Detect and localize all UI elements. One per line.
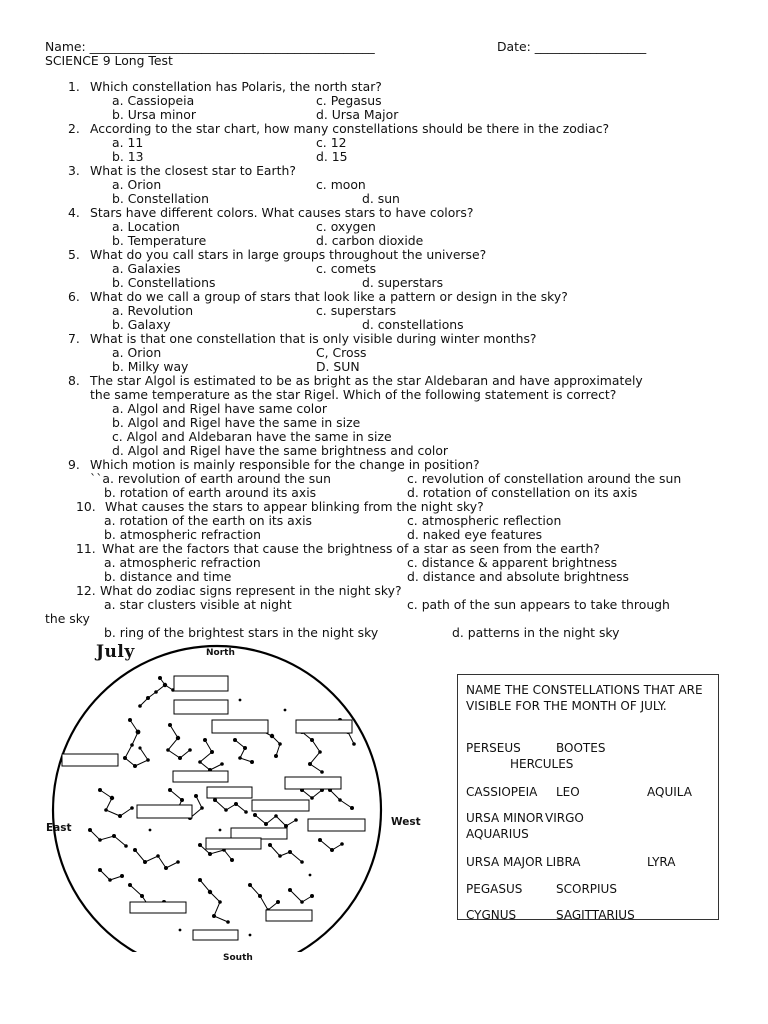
question-7-option-a: a. Orion [112,345,162,360]
question-8-text-continued: the same temperature as the star Rigel. Which of the following statement is correct? [90,387,617,402]
question-12-text: What do zodiac signs represent in the night sky? [100,583,402,598]
constellation-name: LYRA [647,855,676,869]
question-8-number: 8. [68,373,80,388]
label-box[interactable] [207,787,252,798]
question-9-option-c: c. revolution of constellation around the sun [407,471,682,486]
question-3-number: 3. [68,163,80,178]
question-6-option-b: b. Galaxy [112,317,171,332]
question-2-option-d: d. 15 [316,149,348,164]
question-12-number: 12. [76,583,96,598]
label-box[interactable] [62,754,118,766]
constellation-box-prompt: NAME THE CONSTELLATIONS THAT ARE VISIBLE FOR THE MONTH OF JULY. [466,683,703,713]
question-10-option-c: c. atmospheric reflection [407,513,562,528]
question-12-option-a: a. star clusters visible at night [104,597,292,612]
question-3-text: What is the closest star to Earth? [90,163,296,178]
question-2-option-c: c. 12 [316,135,347,150]
question-1-option-a: a. Cassiopeia [112,93,195,108]
label-box[interactable] [206,838,261,849]
question-9-text: Which motion is mainly responsible for the change in position? [90,457,480,472]
question-4-text: Stars have different colors. What causes stars to have colors? [90,205,474,220]
question-1-text: Which constellation has Polaris, the north star? [90,79,382,94]
question-8-option-c: c. Algol and Aldebaran have the same in size [112,429,392,444]
date-field-label: Date: __________________ [497,39,647,54]
question-6-option-a: a. Revolution [112,303,194,318]
question-8-option-b: b. Algol and Rigel have the same in size [112,415,361,430]
question-10-option-b: b. atmospheric refraction [104,527,261,542]
question-4-option-c: c. oxygen [316,219,376,234]
question-4-option-d: d. carbon dioxide [316,233,424,248]
label-box[interactable] [231,828,287,839]
question-7-text: What is that one constellation that is only visible during winter months? [90,331,537,346]
constellation-name: URSA MINOR [466,811,544,825]
constellation-name: HERCULES [510,757,574,771]
star-chart-title: July [96,642,135,662]
question-12-option-c-wrap: the sky [45,611,90,626]
star-chart-sky-map [40,640,390,952]
question-4-option-b: b. Temperature [112,233,207,248]
question-9-option-a: ``a. revolution of earth around the sun [90,471,331,486]
question-7-option-d: D. SUN [316,359,360,374]
label-box[interactable] [252,800,309,811]
question-10-option-d: d. naked eye features [407,527,543,542]
question-10-number: 10. [76,499,96,514]
question-10-option-a: a. rotation of the earth on its axis [104,513,313,528]
constellation-name: URSA MAJOR [466,855,543,869]
label-box[interactable] [193,930,238,940]
star-chart-west-label: West [391,816,421,828]
label-box[interactable] [285,777,341,789]
constellation-name: PERSEUS [466,741,521,755]
question-6-number: 6. [68,289,80,304]
question-1-option-b: b. Ursa minor [112,107,196,122]
question-2-number: 2. [68,121,80,136]
question-11-number: 11. [76,541,96,556]
question-6-text: What do we call a group of stars that look like a pattern or design in the sky? [90,289,568,304]
constellation-name: AQUARIUS [466,827,529,841]
question-1-option-c: c. Pegasus [316,93,382,108]
star-chart-east-label: East [46,822,72,834]
question-6-option-c: c. superstars [316,303,397,318]
label-box[interactable] [173,771,228,782]
question-5-option-d: d. superstars [362,275,444,290]
label-box[interactable] [266,910,312,921]
question-12-option-c: c. path of the sun appears to take through [407,597,670,612]
question-5-option-c: c. comets [316,261,377,276]
constellation-name: CYGNUS [466,908,517,920]
question-7-option-c: C, Cross [316,345,367,360]
question-8-option-a: a. Algol and Rigel have same color [112,401,327,416]
test-subject-title: SCIENCE 9 Long Test [45,53,173,68]
question-5-number: 5. [68,247,80,262]
constellation-name: PEGASUS [466,882,523,896]
constellation-name: CASSIOPEIA [466,785,538,799]
star-chart-south-label: South [223,953,253,963]
question-3-option-a: a. Orion [112,177,162,192]
question-11-text: What are the factors that cause the brightness of a star as seen from the earth? [102,541,600,556]
question-11-option-b: b. distance and time [104,569,232,584]
sky-horizon-circle [53,646,381,952]
question-8-text: The star Algol is estimated to be as bright as the star Aldebaran and have approximately [90,373,643,388]
question-2-option-a: a. 11 [112,135,144,150]
question-10-text: What causes the stars to appear blinking from the night sky? [105,499,484,514]
question-11-option-d: d. distance and absolute brightness [407,569,630,584]
question-5-option-b: b. Constellations [112,275,216,290]
constellation-name: AQUILA [647,785,692,799]
label-box[interactable] [174,676,228,691]
label-box[interactable] [308,819,365,831]
question-7-option-b: b. Milky way [112,359,189,374]
label-box[interactable] [296,720,352,733]
question-3-option-c: c. moon [316,177,366,192]
label-box[interactable] [212,720,268,733]
constellation-name: SCORPIUS [556,882,617,896]
question-12-option-b: b. ring of the brightest stars in the night sky [104,625,379,640]
question-6-option-d: d. constellations [362,317,464,332]
question-11-option-c: c. distance & apparent brightness [407,555,618,570]
question-4-number: 4. [68,205,80,220]
star-chart-north-label: North [206,648,235,658]
label-box[interactable] [130,902,186,913]
question-2-option-b: b. 13 [112,149,144,164]
question-3-option-b: b. Constellation [112,191,209,206]
question-5-text: What do you call stars in large groups throughout the universe? [90,247,487,262]
constellation-list-box [457,674,719,920]
question-9-option-b: b. rotation of earth around its axis [104,485,317,500]
question-11-option-a: a. atmospheric refraction [104,555,261,570]
question-1-number: 1. [68,79,80,94]
constellation-name: LIBRA [546,855,581,869]
name-field-label: Name: ______________________________________________ [45,39,375,54]
question-1-option-d: d. Ursa Major [316,107,399,122]
question-12-option-d: d. patterns in the night sky [452,625,620,640]
question-4-option-a: a. Location [112,219,180,234]
question-8-option-d: d. Algol and Rigel have the same brightness and color [112,443,449,458]
label-box[interactable] [137,805,192,818]
question-7-number: 7. [68,331,80,346]
question-9-number: 9. [68,457,80,472]
question-2-text: According to the star chart, how many constellations should be there in the zodiac? [90,121,610,136]
question-3-option-d: d. sun [362,191,400,206]
question-9-option-d: d. rotation of constellation on its axis [407,485,638,500]
constellation-name: BOOTES [556,741,606,755]
constellation-name: SAGITTARIUS [556,908,635,920]
question-5-option-a: a. Galaxies [112,261,181,276]
constellation-name: LEO [556,785,580,799]
constellation-name: VIRGO [545,811,584,825]
label-box[interactable] [174,700,228,714]
